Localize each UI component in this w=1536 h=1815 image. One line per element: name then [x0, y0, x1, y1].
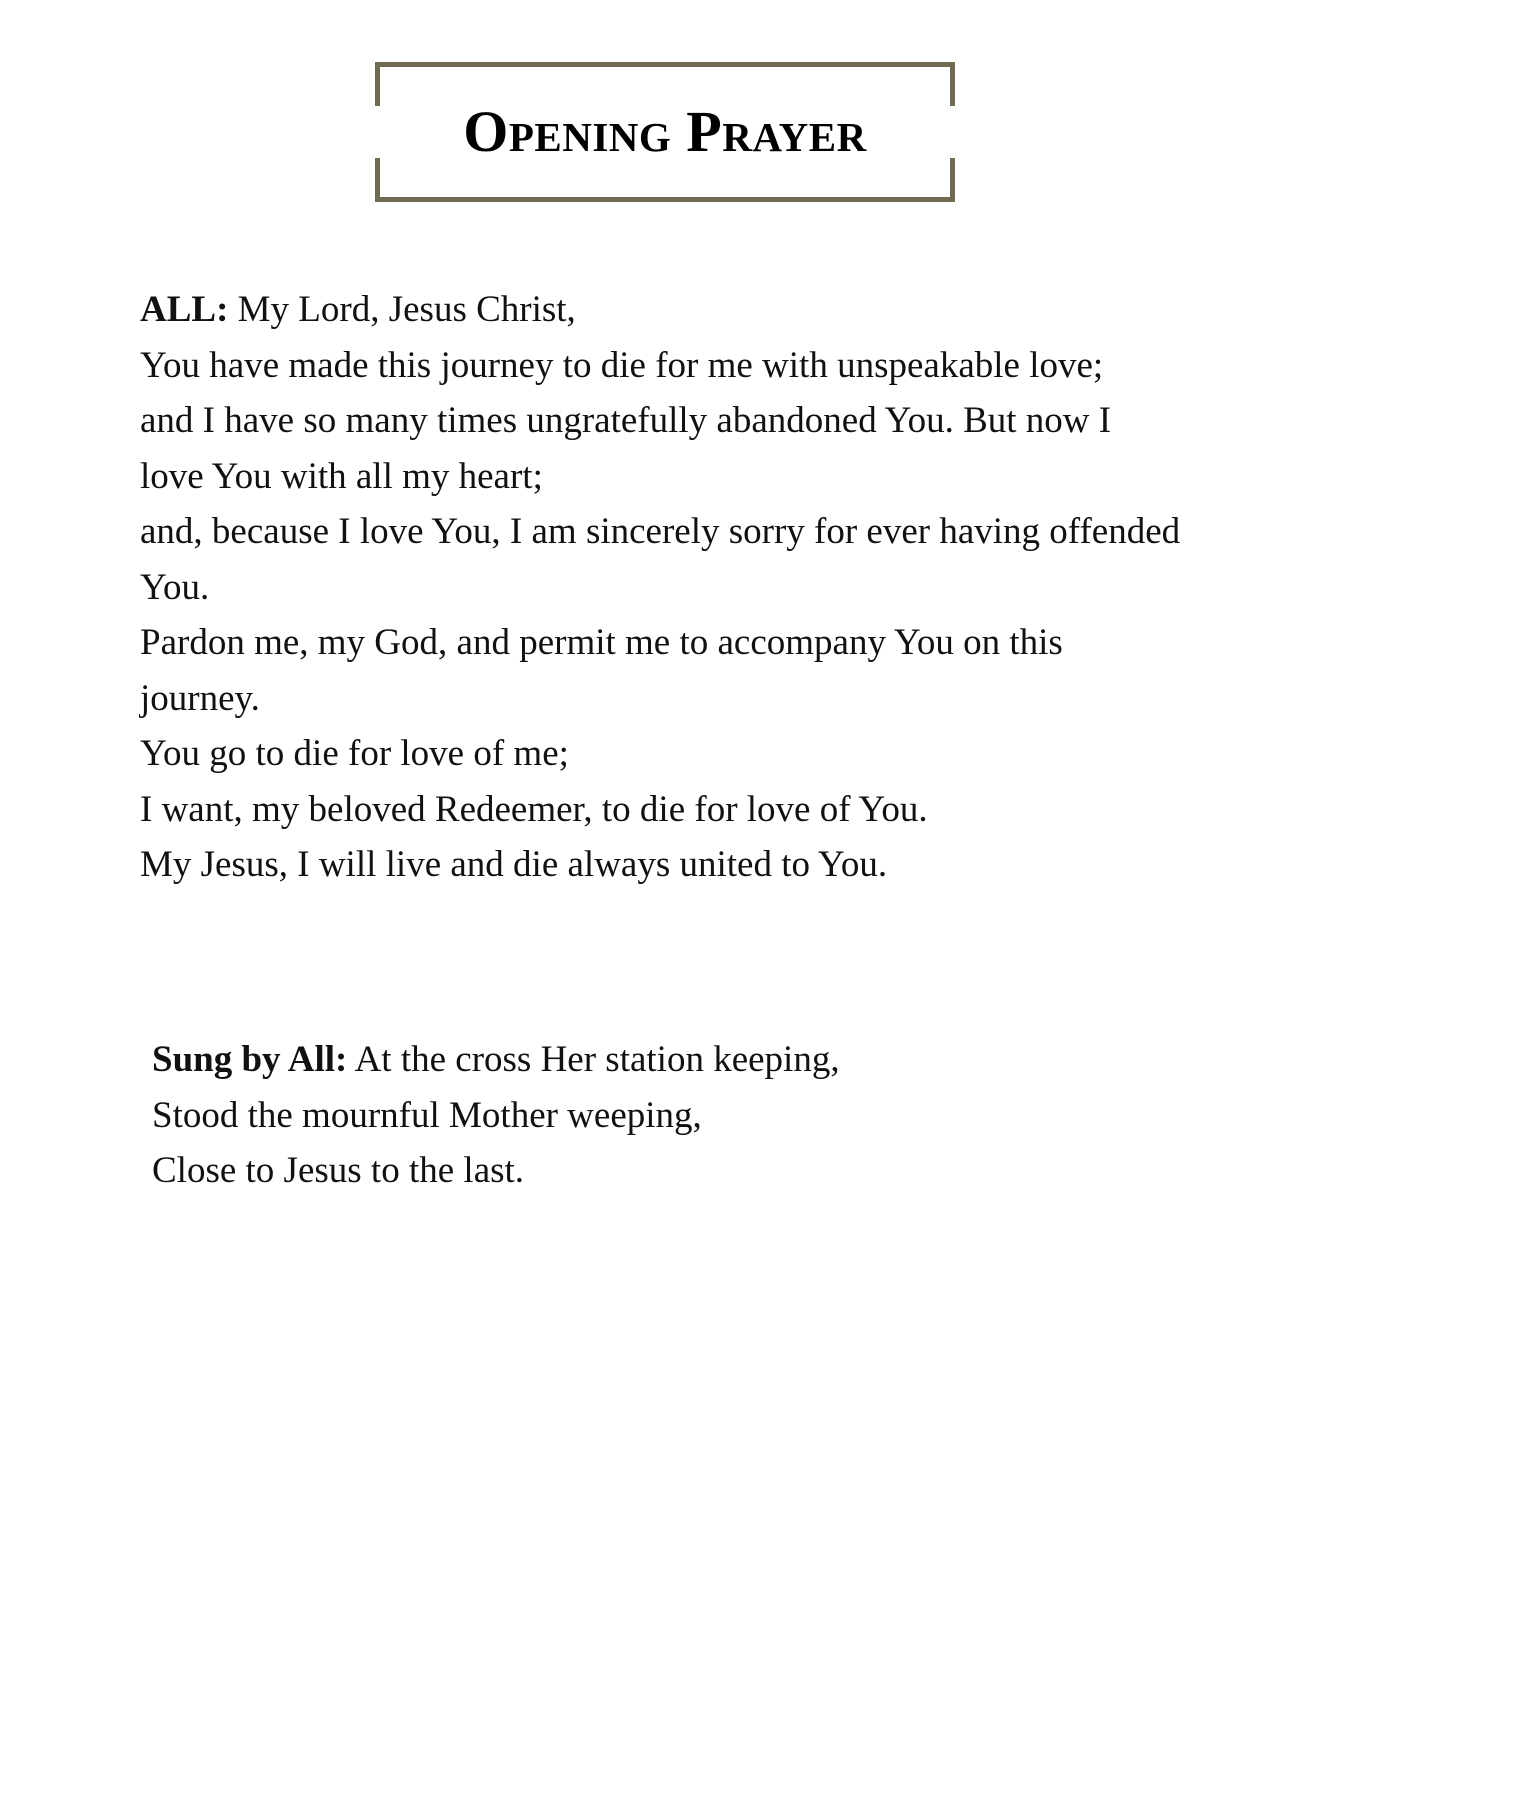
- prayer-line: Pardon me, my God, and permit me to accompany You on this: [140, 622, 1063, 663]
- sung-line: Stood the mournful Mother weeping,: [152, 1094, 702, 1136]
- prayer-line: and, because I love You, I am sincerely sorry for ever having offended: [140, 511, 1181, 552]
- prayer-line: love You with all my heart;: [140, 455, 543, 497]
- sung-text-block: [152, 1032, 1282, 1199]
- title-box: [375, 62, 955, 202]
- prayer-line: journey.: [140, 677, 260, 719]
- title-box-left-lower-rule: [375, 158, 380, 202]
- title-box-bottom-rule: [375, 197, 955, 202]
- title-box-right-lower-rule: [950, 158, 955, 202]
- prayer-line: My Jesus, I will live and die always united to You.: [140, 844, 888, 885]
- prayer-line: You.: [140, 566, 210, 608]
- prayer-text-block: [140, 282, 1270, 893]
- prayer-lead-in-label: ALL:: [140, 289, 229, 330]
- sung-lead-in-label: Sung by All:: [152, 1039, 348, 1080]
- prayer-line: [140, 282, 1270, 338]
- prayer-line: and I have so many times ungratefully abandoned You. But now I: [140, 400, 1112, 441]
- title-box-left-upper-rule: [375, 62, 380, 106]
- title-box-top-rule: [375, 62, 955, 67]
- prayer-line: You go to die for love of me;: [140, 733, 569, 774]
- prayer-line: You have made this journey to die for me with unspeakable love;: [140, 344, 1104, 386]
- title-box-right-upper-rule: [950, 62, 955, 106]
- sung-line-text: At the cross Her station keeping,: [347, 1039, 840, 1080]
- sung-line: [152, 1032, 1282, 1088]
- sung-line: Close to Jesus to the last.: [152, 1150, 525, 1191]
- page-title: Opening Prayer: [463, 99, 867, 164]
- prayer-line: I want, my beloved Redeemer, to die for love of You.: [140, 788, 928, 830]
- prayer-line-text: My Lord, Jesus Christ,: [228, 289, 576, 330]
